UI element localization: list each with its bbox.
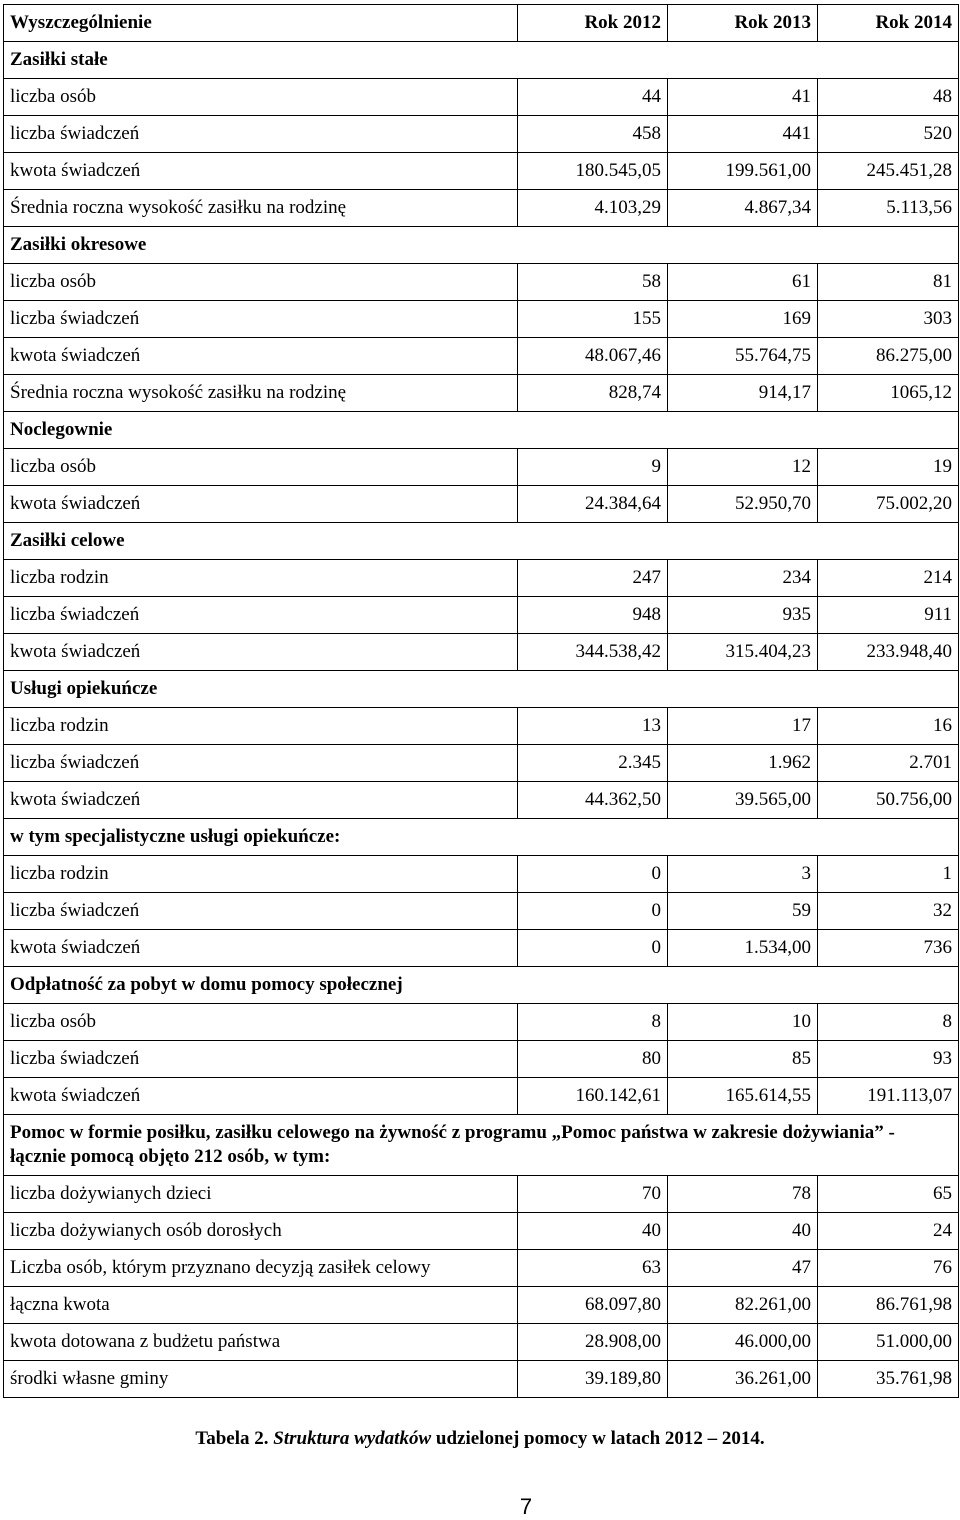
value-cell: 914,17: [668, 375, 818, 412]
row-label: liczba osób: [4, 79, 518, 116]
value-cell: 155: [518, 301, 668, 338]
row-label: liczba osób: [4, 264, 518, 301]
value-cell: 78: [668, 1176, 818, 1213]
value-cell: 1.534,00: [668, 930, 818, 967]
value-cell: 46.000,00: [668, 1324, 818, 1361]
value-cell: 39.189,80: [518, 1361, 668, 1398]
value-cell: 4.867,34: [668, 190, 818, 227]
value-cell: 35.761,98: [818, 1361, 959, 1398]
row-label: łączna kwota: [4, 1287, 518, 1324]
value-cell: 65: [818, 1176, 959, 1213]
row-label: kwota świadczeń: [4, 634, 518, 671]
value-cell: 82.261,00: [668, 1287, 818, 1324]
caption-italic: Struktura wydatków: [273, 1428, 432, 1449]
section-header-row: [4, 967, 959, 1004]
table-row: [4, 1041, 959, 1078]
value-cell: 1065,12: [818, 375, 959, 412]
value-cell: 736: [818, 930, 959, 967]
table-row: [4, 1004, 959, 1041]
table-row: [4, 1287, 959, 1324]
value-cell: 344.538,42: [518, 634, 668, 671]
value-cell: 5.113,56: [818, 190, 959, 227]
value-cell: 16: [818, 708, 959, 745]
table-row: [4, 153, 959, 190]
page-number: 7: [519, 1494, 533, 1519]
value-cell: 36.261,00: [668, 1361, 818, 1398]
value-cell: 3: [668, 856, 818, 893]
section-header-row: [4, 412, 959, 449]
section-header-row: [4, 1115, 959, 1176]
table-row: [4, 338, 959, 375]
value-cell: 75.002,20: [818, 486, 959, 523]
value-cell: 70: [518, 1176, 668, 1213]
row-label: liczba rodzin: [4, 560, 518, 597]
value-cell: 81: [818, 264, 959, 301]
value-cell: 4.103,29: [518, 190, 668, 227]
table-row: [4, 597, 959, 634]
value-cell: 40: [518, 1213, 668, 1250]
value-cell: 828,74: [518, 375, 668, 412]
table-row: [4, 301, 959, 338]
section-title: Odpłatność za pobyt w domu pomocy społecznej: [4, 967, 959, 1004]
value-cell: 169: [668, 301, 818, 338]
value-cell: 9: [518, 449, 668, 486]
section-header-row: [4, 42, 959, 79]
section-header-row: [4, 671, 959, 708]
row-label: liczba świadczeń: [4, 1041, 518, 1078]
row-label: kwota świadczeń: [4, 338, 518, 375]
value-cell: 19: [818, 449, 959, 486]
row-label: liczba dożywianych osób dorosłych: [4, 1213, 518, 1250]
row-label: liczba świadczeń: [4, 301, 518, 338]
value-cell: 0: [518, 893, 668, 930]
table-row: [4, 782, 959, 819]
table-row: [4, 1361, 959, 1398]
table-row: [4, 449, 959, 486]
value-cell: 214: [818, 560, 959, 597]
value-cell: 1: [818, 856, 959, 893]
section-header-row: [4, 819, 959, 856]
value-cell: 520: [818, 116, 959, 153]
table-row: [4, 893, 959, 930]
value-cell: 160.142,61: [518, 1078, 668, 1115]
section-title: Pomoc w formie posiłku, zasiłku celowego na żywność z programu „Pomoc państwa w zakresie dożywiania” - łącznie pomocą objęto 212 osób, w tym:: [4, 1115, 959, 1176]
value-cell: 59: [668, 893, 818, 930]
value-cell: 8: [518, 1004, 668, 1041]
value-cell: 44.362,50: [518, 782, 668, 819]
row-label: kwota świadczeń: [4, 930, 518, 967]
row-label: liczba świadczeń: [4, 745, 518, 782]
section-title: w tym specjalistyczne usługi opiekuńcze:: [4, 819, 959, 856]
value-cell: 48: [818, 79, 959, 116]
row-label: liczba rodzin: [4, 708, 518, 745]
table-row: [4, 1250, 959, 1287]
value-cell: 52.950,70: [668, 486, 818, 523]
row-label: kwota świadczeń: [4, 153, 518, 190]
table-row: [4, 116, 959, 153]
table-header-row: [4, 5, 959, 42]
value-cell: 233.948,40: [818, 634, 959, 671]
row-label: kwota świadczeń: [4, 1078, 518, 1115]
value-cell: 315.404,23: [668, 634, 818, 671]
value-cell: 180.545,05: [518, 153, 668, 190]
table-row: [4, 486, 959, 523]
row-label: liczba świadczeń: [4, 893, 518, 930]
value-cell: 10: [668, 1004, 818, 1041]
value-cell: 245.451,28: [818, 153, 959, 190]
value-cell: 86.761,98: [818, 1287, 959, 1324]
value-cell: 0: [518, 930, 668, 967]
row-label: liczba osób: [4, 1004, 518, 1041]
value-cell: 2.345: [518, 745, 668, 782]
value-cell: 24: [818, 1213, 959, 1250]
value-cell: 199.561,00: [668, 153, 818, 190]
value-cell: 911: [818, 597, 959, 634]
value-cell: 458: [518, 116, 668, 153]
table-row: [4, 1324, 959, 1361]
section-title: Zasiłki stałe: [4, 42, 959, 79]
value-cell: 50.756,00: [818, 782, 959, 819]
value-cell: 12: [668, 449, 818, 486]
value-cell: 0: [518, 856, 668, 893]
header-year-2012: Rok 2012: [518, 5, 668, 42]
row-label: środki własne gminy: [4, 1361, 518, 1398]
table-row: [4, 1176, 959, 1213]
section-title: Noclegownie: [4, 412, 959, 449]
value-cell: 85: [668, 1041, 818, 1078]
value-cell: 86.275,00: [818, 338, 959, 375]
table-row: [4, 560, 959, 597]
section-header-row: [4, 227, 959, 264]
row-label: Średnia roczna wysokość zasiłku na rodzinę: [4, 190, 518, 227]
value-cell: 2.701: [818, 745, 959, 782]
row-label: liczba osób: [4, 449, 518, 486]
table-row: [4, 79, 959, 116]
row-label: kwota świadczeń: [4, 782, 518, 819]
value-cell: 68.097,80: [518, 1287, 668, 1324]
table-row: [4, 708, 959, 745]
table-row: [4, 375, 959, 412]
header-label: Wyszczególnienie: [4, 5, 518, 42]
table-row: [4, 264, 959, 301]
row-label: liczba świadczeń: [4, 597, 518, 634]
value-cell: 48.067,46: [518, 338, 668, 375]
caption-suffix: udzielonej pomocy w latach 2012 – 2014.: [431, 1428, 765, 1449]
value-cell: 39.565,00: [668, 782, 818, 819]
table-caption: [0, 1428, 960, 1450]
value-cell: 24.384,64: [518, 486, 668, 523]
row-label: Liczba osób, którym przyznano decyzją zasiłek celowy: [4, 1250, 518, 1287]
table-row: [4, 1078, 959, 1115]
value-cell: 8: [818, 1004, 959, 1041]
value-cell: 948: [518, 597, 668, 634]
value-cell: 61: [668, 264, 818, 301]
row-label: kwota dotowana z budżetu państwa: [4, 1324, 518, 1361]
value-cell: 44: [518, 79, 668, 116]
value-cell: 40: [668, 1213, 818, 1250]
value-cell: 441: [668, 116, 818, 153]
value-cell: 93: [818, 1041, 959, 1078]
table-row: [4, 1213, 959, 1250]
value-cell: 47: [668, 1250, 818, 1287]
value-cell: 13: [518, 708, 668, 745]
value-cell: 165.614,55: [668, 1078, 818, 1115]
table-row: [4, 856, 959, 893]
value-cell: 55.764,75: [668, 338, 818, 375]
value-cell: 51.000,00: [818, 1324, 959, 1361]
value-cell: 28.908,00: [518, 1324, 668, 1361]
value-cell: 191.113,07: [818, 1078, 959, 1115]
value-cell: 234: [668, 560, 818, 597]
row-label: liczba dożywianych dzieci: [4, 1176, 518, 1213]
row-label: kwota świadczeń: [4, 486, 518, 523]
row-label: liczba świadczeń: [4, 116, 518, 153]
section-title: Zasiłki okresowe: [4, 227, 959, 264]
value-cell: 63: [518, 1250, 668, 1287]
value-cell: 80: [518, 1041, 668, 1078]
value-cell: 1.962: [668, 745, 818, 782]
header-year-2014: Rok 2014: [818, 5, 959, 42]
value-cell: 58: [518, 264, 668, 301]
value-cell: 41: [668, 79, 818, 116]
table-body: [4, 5, 959, 1398]
section-header-row: [4, 523, 959, 560]
value-cell: 247: [518, 560, 668, 597]
caption-prefix: Tabela 2.: [195, 1428, 274, 1449]
value-cell: 935: [668, 597, 818, 634]
row-label: Średnia roczna wysokość zasiłku na rodzinę: [4, 375, 518, 412]
table-row: [4, 634, 959, 671]
value-cell: 76: [818, 1250, 959, 1287]
section-title: Zasiłki celowe: [4, 523, 959, 560]
header-year-2013: Rok 2013: [668, 5, 818, 42]
value-cell: 303: [818, 301, 959, 338]
value-cell: 32: [818, 893, 959, 930]
table-row: [4, 190, 959, 227]
row-label: liczba rodzin: [4, 856, 518, 893]
section-title: Usługi opiekuńcze: [4, 671, 959, 708]
table-row: [4, 930, 959, 967]
value-cell: 17: [668, 708, 818, 745]
table-row: [4, 745, 959, 782]
expenditure-structure-table: [3, 4, 959, 1398]
